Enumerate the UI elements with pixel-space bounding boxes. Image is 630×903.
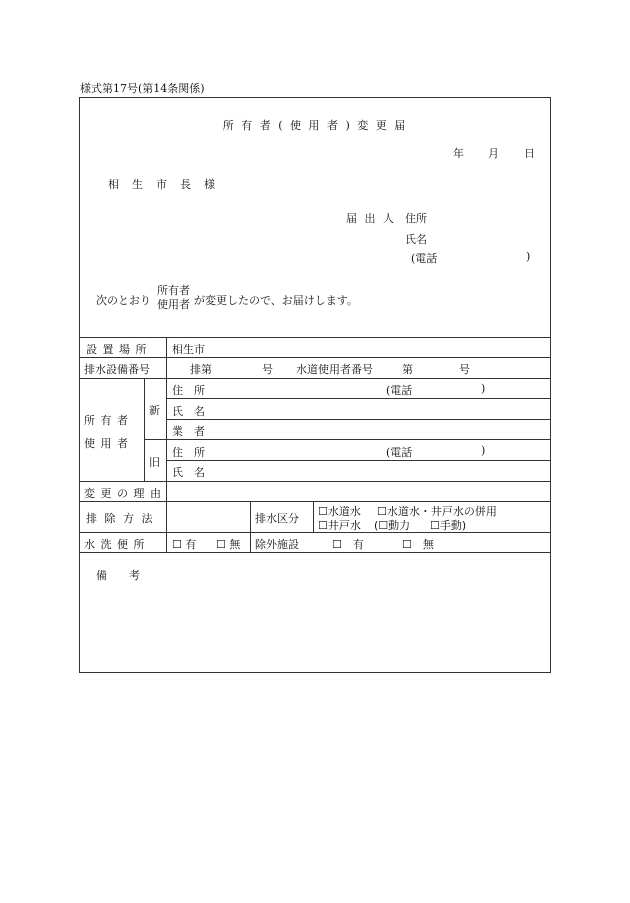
class-well-water-checkbox[interactable]: ☐井戸水 — [318, 519, 361, 532]
date-month: 月 — [488, 147, 499, 160]
rule — [79, 378, 551, 379]
new-name-label: 氏 名 — [172, 405, 205, 418]
reason-label: 変 更 の 理 由 — [84, 487, 162, 500]
applicant-phone-label: (電話 — [411, 252, 438, 265]
exclusion-facility-label: 除外施設 — [255, 538, 299, 551]
flush-toilet-yes-checkbox[interactable]: ☐ 有 — [172, 538, 197, 551]
applicant-label: 届 出 人 — [346, 212, 396, 225]
water-user-number-prefix: 第 — [402, 363, 413, 376]
statement-owner: 所有者 — [157, 284, 190, 297]
drainage-number-prefix: 排第 — [190, 363, 212, 376]
class-tap-water-checkbox[interactable]: ☐水道水 — [318, 505, 361, 518]
statement-prefix: 次のとおり — [96, 294, 151, 307]
rule — [166, 398, 551, 399]
addressee: 相 生 市 長 様 — [108, 178, 216, 191]
rule — [79, 532, 551, 533]
rule — [79, 357, 551, 358]
rule — [79, 481, 551, 482]
form-title: 所 有 者 ( 使 用 者 ) 変 更 届 — [222, 119, 408, 132]
flush-toilet-label: 水 洗 便 所 — [84, 538, 146, 551]
method-label: 排 除 方 法 — [86, 512, 155, 525]
rule — [166, 337, 167, 552]
rule — [166, 419, 551, 420]
statement-suffix: が変更したので、お届けします。 — [194, 294, 358, 307]
user-label: 使 用 者 — [84, 437, 129, 450]
owner-label: 所 有 者 — [84, 414, 129, 427]
rule — [144, 439, 551, 440]
exclusion-no-checkbox[interactable]: ☐ 無 — [402, 538, 434, 551]
drainage-class-label: 排水区分 — [255, 512, 299, 525]
location-value: 相生市 — [172, 343, 205, 356]
drainage-number-suffix: 号 — [262, 363, 273, 376]
new-address-label: 住 所 — [172, 384, 205, 397]
old-label: 旧 — [149, 456, 160, 469]
class-combined-checkbox[interactable]: ☐水道水・井戸水の併用 — [377, 505, 497, 518]
new-phone-label: (電話 — [386, 384, 413, 397]
old-phone-label: (電話 — [386, 446, 413, 459]
applicant-name-label: 氏名 — [405, 233, 427, 246]
statement-owner-user — [157, 284, 190, 312]
water-user-number-label: 水道使用者番号 — [296, 363, 373, 376]
rule — [313, 501, 314, 532]
class-powered-checkbox[interactable]: (☐動力 — [374, 519, 411, 532]
location-label: 設 置 場 所 — [86, 343, 148, 356]
rule — [250, 501, 251, 552]
rule — [79, 337, 551, 338]
form-number: 様式第17号(第14条関係) — [80, 82, 205, 95]
new-business-label: 業 者 — [172, 425, 205, 438]
date-year: 年 — [453, 147, 464, 160]
new-label: 新 — [149, 404, 160, 417]
statement-user: 使用者 — [157, 298, 190, 311]
new-phone-close: ) — [481, 382, 486, 395]
old-phone-close: ) — [481, 444, 486, 457]
rule — [166, 460, 551, 461]
rule — [79, 501, 551, 502]
rule — [144, 378, 145, 481]
water-user-number-suffix: 号 — [459, 363, 470, 376]
date-day: 日 — [524, 147, 535, 160]
rule — [79, 552, 551, 553]
remarks-label: 備 考 — [96, 569, 140, 582]
old-address-label: 住 所 — [172, 446, 205, 459]
applicant-address-label: 住所 — [405, 212, 427, 225]
applicant-phone-close: ) — [526, 250, 531, 263]
drainage-number-label: 排水設備番号 — [84, 363, 150, 376]
old-name-label: 氏 名 — [172, 466, 205, 479]
class-manual-checkbox[interactable]: ☐手動) — [430, 519, 467, 532]
exclusion-yes-checkbox[interactable]: ☐ 有 — [332, 538, 364, 551]
flush-toilet-no-checkbox[interactable]: ☐ 無 — [216, 538, 241, 551]
